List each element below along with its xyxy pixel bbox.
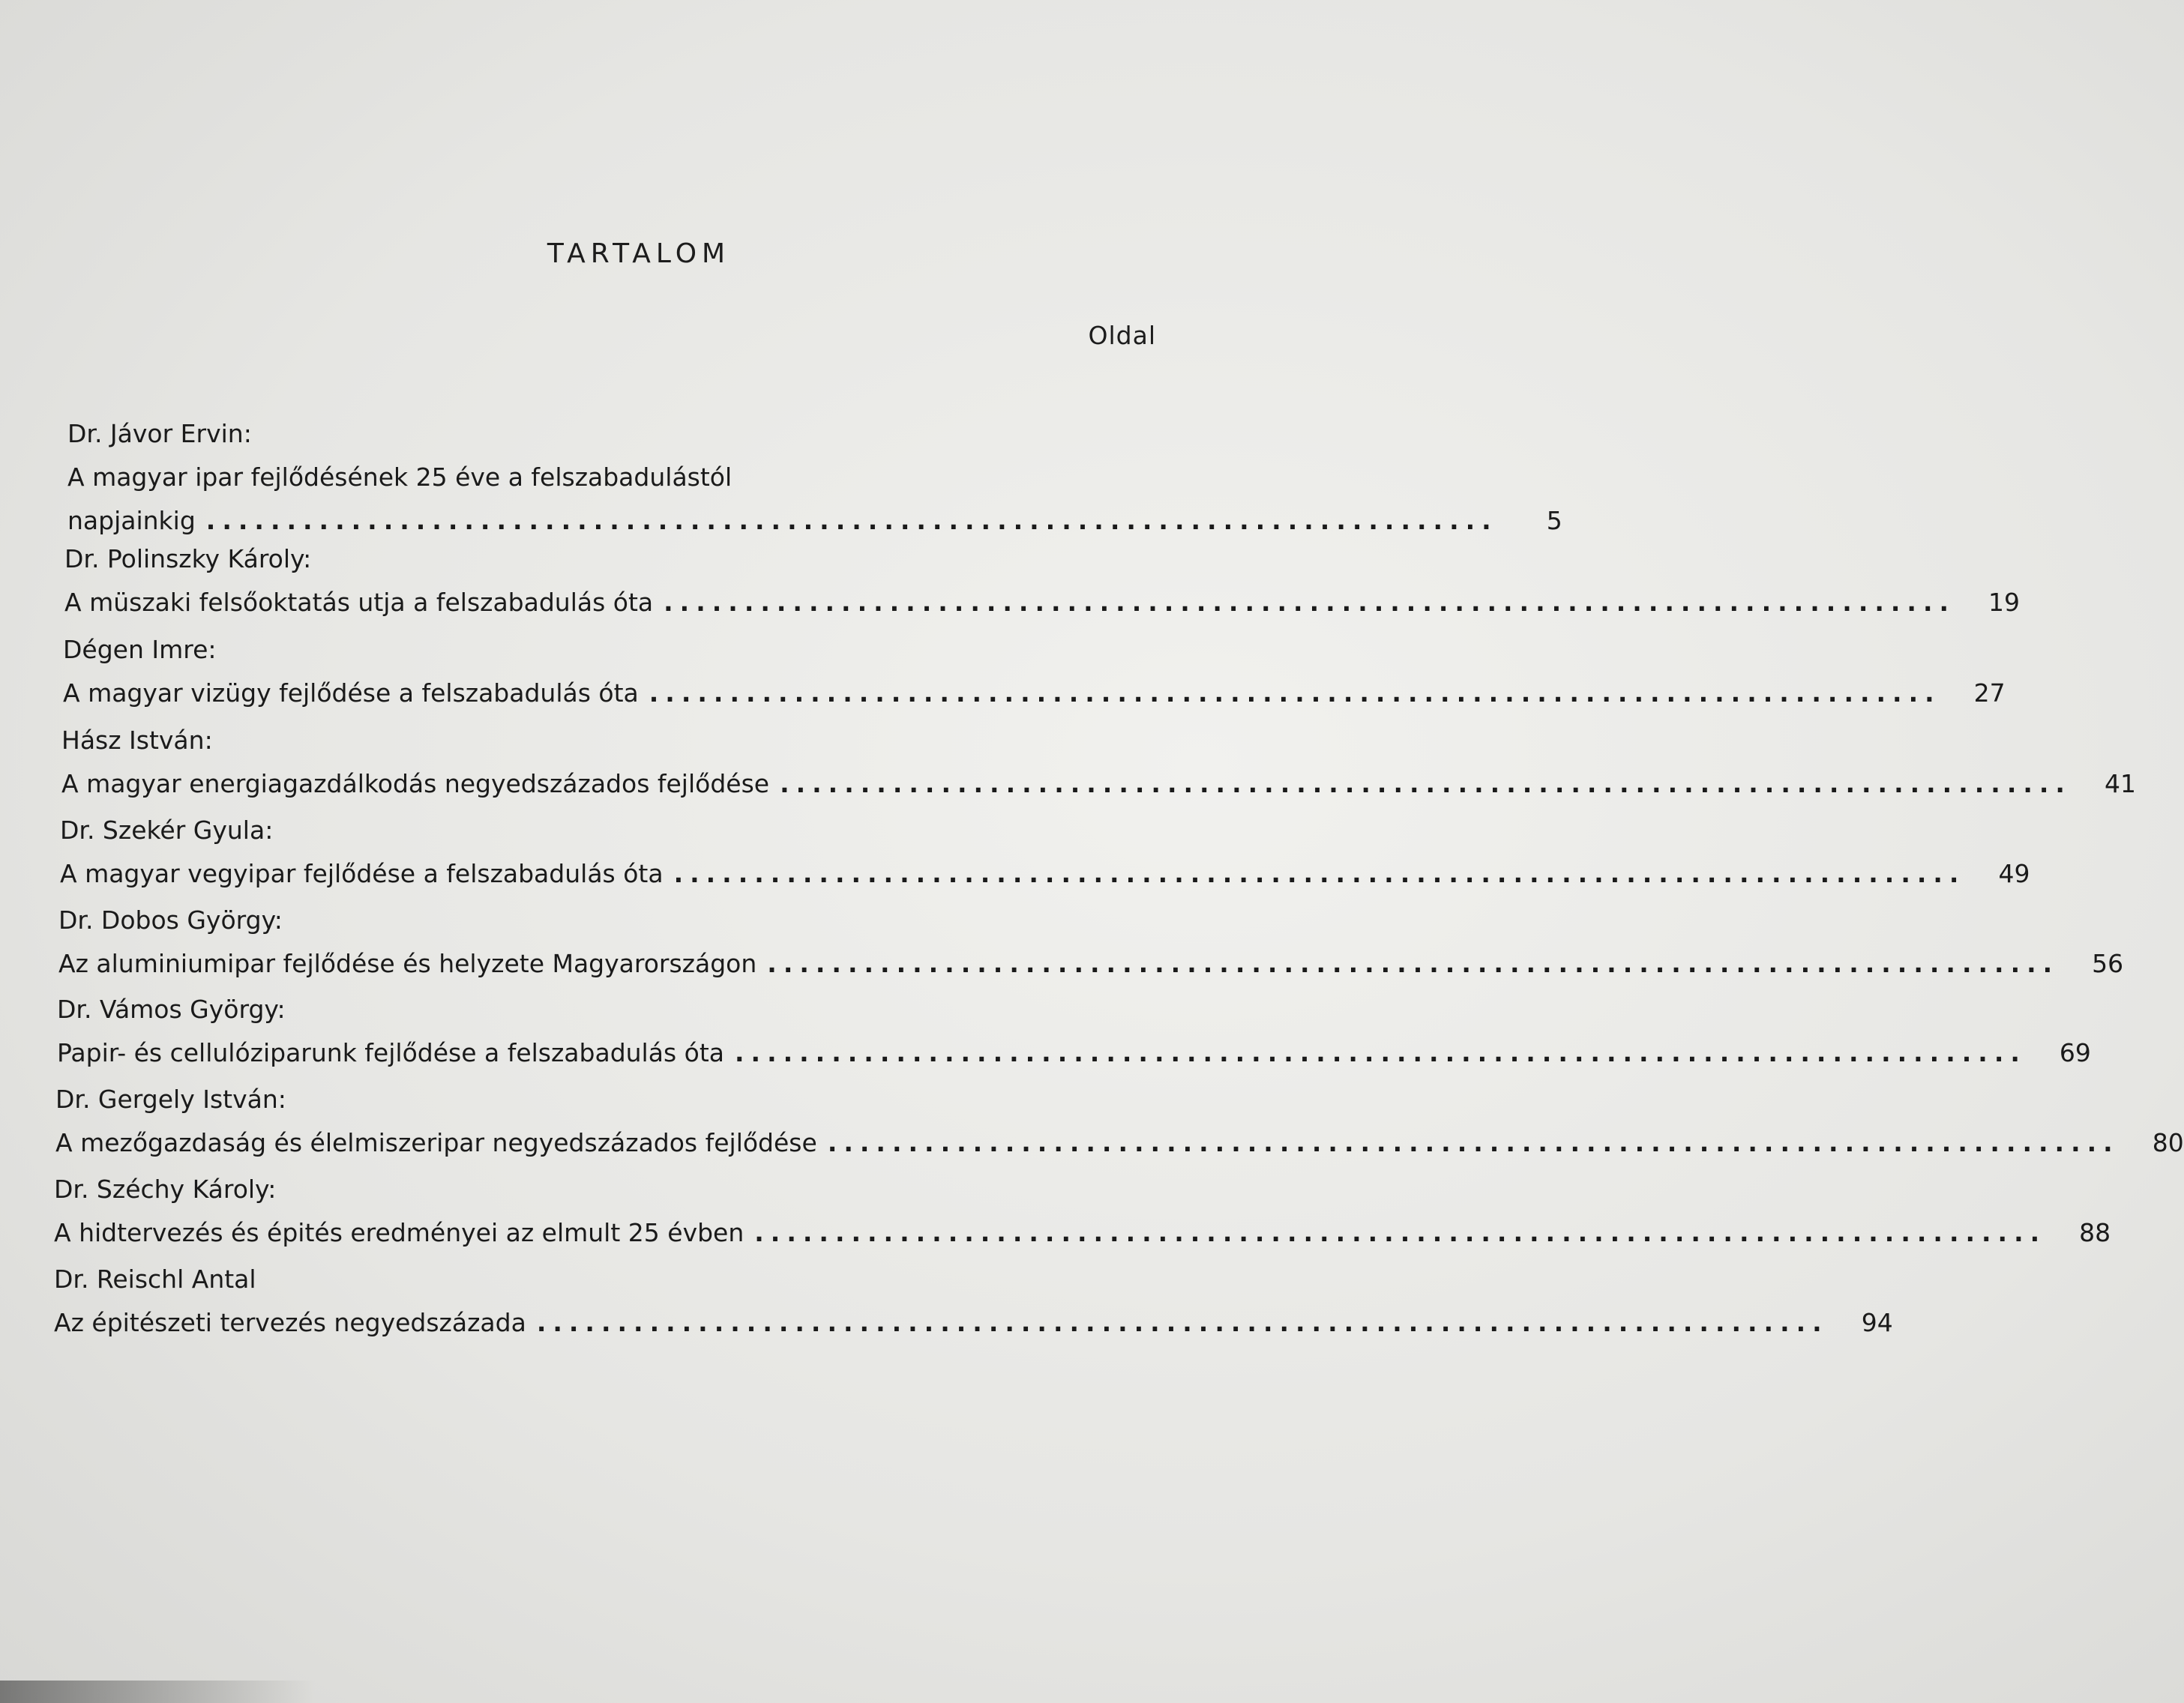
dot-leader: ................................................................................ (536, 1308, 1829, 1337)
entry-page-number: 5 (1546, 506, 1562, 535)
entry-title: A müszaki felsőoktatás utja a felszabadulás óta (64, 588, 654, 617)
dot-leader: ................................................................................ (827, 1128, 2120, 1157)
toc-entry (60, 809, 2030, 896)
entry-author: Dégen Imre: (63, 635, 217, 664)
entry-page-number: 80 (2152, 1128, 2184, 1157)
toc-entry (63, 628, 2006, 715)
entry-title: A magyar vizügy fejlődése a felszabadulás óta (63, 678, 639, 708)
dot-leader: ................................................................................ (664, 588, 1956, 617)
entry-author: Dr. Reischl Antal (54, 1265, 256, 1294)
entry-author: Dr. Dobos György: (58, 905, 283, 935)
entry-author: Dr. Jávor Ervin: (67, 419, 252, 448)
toc-heading: TARTALOM (547, 238, 731, 269)
toc-entry (61, 719, 2136, 806)
entry-page-number: 94 (1861, 1308, 1893, 1337)
entry-row (55, 1121, 2184, 1165)
scan-edge-shadow (0, 1681, 315, 1703)
toc-entry (57, 988, 2091, 1075)
dot-leader: ................................................................................ (767, 949, 2060, 978)
entry-row (67, 499, 1562, 543)
entry-page-number: 27 (1973, 678, 2006, 708)
entry-page-number: 56 (2092, 949, 2124, 978)
entry-page-number: 69 (2059, 1038, 2091, 1067)
entry-author: Hász István: (61, 726, 213, 755)
entry-title-first-line: A magyar ipar fejlődésének 25 éve a felszabadulástól (67, 462, 732, 492)
toc-entry (64, 537, 2021, 624)
entry-title: Az épitészeti tervezés negyedszázada (54, 1308, 526, 1337)
entry-row (64, 581, 2021, 624)
entry-title: A hidtervezés és épités eredményei az elmult 25 évben (54, 1218, 744, 1247)
entry-row (58, 942, 2124, 986)
entry-title: napjainkig (67, 506, 196, 535)
entry-page-number: 88 (2079, 1218, 2111, 1247)
page-column-header: Oldal (1088, 321, 1156, 350)
dot-leader: ................................................................................ (649, 678, 1941, 708)
entry-author: Dr. Széchy Károly: (54, 1175, 277, 1204)
entry-row (54, 1301, 1893, 1345)
dot-leader: ................................................................................ (754, 1218, 2047, 1247)
toc-entry (58, 899, 2124, 986)
entry-title: Papir- és cellulóziparunk fejlődése a felszabadulás óta (57, 1038, 724, 1067)
dot-leader: ................................................................................ (205, 506, 1498, 535)
entry-row (57, 1031, 2091, 1075)
entry-author: Dr. Gergely István: (55, 1085, 286, 1114)
entry-row (61, 762, 2136, 806)
entry-page-number: 49 (1998, 859, 2030, 888)
entry-title: Az aluminiumipar fejlődése és helyzete Magyarországon (58, 949, 757, 978)
entry-author: Dr. Polinszky Károly: (64, 544, 312, 573)
toc-entry (54, 1258, 1893, 1345)
toc-entry (55, 1078, 2184, 1165)
dot-leader: ................................................................................ (735, 1038, 2027, 1067)
toc-entry (54, 1168, 2111, 1255)
entry-page-number: 41 (2104, 769, 2136, 798)
entry-page-number: 19 (1988, 588, 2021, 617)
toc-entry (67, 412, 1562, 543)
entry-author: Dr. Szekér Gyula: (60, 816, 274, 845)
entry-author: Dr. Vámos György: (57, 995, 286, 1024)
entry-row (54, 1211, 2111, 1255)
entry-title: A magyar energiagazdálkodás negyedszázados fejlődése (61, 769, 770, 798)
entry-row (63, 672, 2006, 715)
dot-leader: ................................................................................ (673, 859, 1966, 888)
entry-title: A mezőgazdaság és élelmiszeripar negyedszázados fejlődése (55, 1128, 817, 1157)
entry-title: A magyar vegyipar fejlődése a felszabadulás óta (60, 859, 664, 888)
dot-leader: ................................................................................ (780, 769, 2072, 798)
entry-row (60, 852, 2030, 896)
